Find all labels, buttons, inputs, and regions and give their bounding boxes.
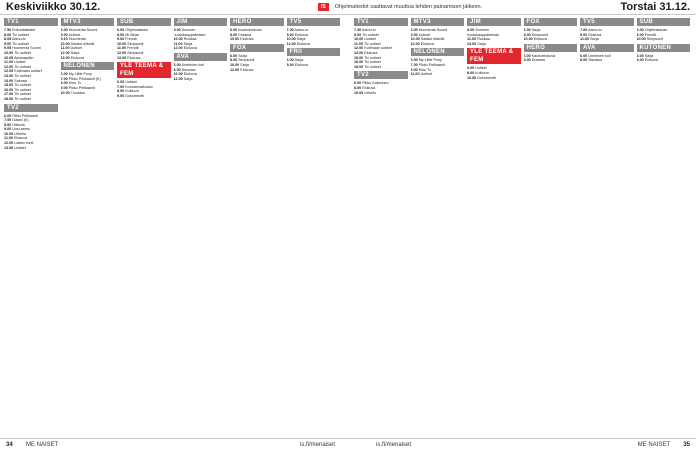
program-time: 10.05 xyxy=(4,55,14,60)
program-time: 12.00 xyxy=(354,46,364,51)
program-title: Kauhuelokuva xyxy=(531,53,556,58)
program-time: 14.00 xyxy=(4,78,14,83)
program-time: 12.00 xyxy=(60,50,70,55)
channel-heading: MTV3 xyxy=(411,18,465,26)
program-time: 9.00 xyxy=(173,28,181,32)
website-left: is.fi/menaiset xyxy=(300,442,336,448)
program-title: Simpsonit xyxy=(646,37,663,42)
program-time: 8.00 xyxy=(117,89,125,94)
program-title: Kino Tv xyxy=(68,81,82,86)
program-entry xyxy=(524,58,578,63)
program-entry xyxy=(411,72,465,77)
program-time: 12.00 xyxy=(117,50,127,55)
program-time: 18.00 xyxy=(4,96,14,101)
program-title: Salatut elämät xyxy=(70,41,95,46)
program-time: 7.30 xyxy=(354,28,362,32)
program-entry xyxy=(230,37,284,42)
program-time: 11.00 xyxy=(467,37,477,42)
program-time: 6.00 xyxy=(523,28,531,32)
program-time: 6.00 xyxy=(636,28,644,32)
program-time: 8.00 xyxy=(636,58,644,63)
program-title: Urheilu xyxy=(364,90,376,95)
channel-heading: FOX xyxy=(524,18,578,26)
page-header xyxy=(0,0,696,15)
program-time: 13.00 xyxy=(4,145,14,150)
program-entry xyxy=(467,42,521,47)
program-time: 7.50 xyxy=(4,28,12,32)
program-time: 8.00 xyxy=(286,32,294,37)
program-title: Sarja xyxy=(238,53,247,58)
header-center xyxy=(318,3,482,11)
program-title: Simpsonit xyxy=(238,58,255,63)
program-entry xyxy=(117,94,171,99)
program-title: Elokuva xyxy=(296,41,310,46)
program-title: Sarja xyxy=(183,76,193,81)
program-title: Tiv uutiset xyxy=(12,32,29,37)
program-time: 6.00 xyxy=(410,58,418,63)
program-time: 8.00 xyxy=(4,122,12,127)
program-title: Elokuva xyxy=(533,37,547,42)
program-time: 8.00 xyxy=(354,85,362,90)
program-title: Dokumentti xyxy=(477,75,496,80)
program-time: 12.00 xyxy=(230,67,240,72)
channel-heading: TV1 xyxy=(354,18,408,26)
program-time: 6.00 xyxy=(230,53,238,58)
program-title: Uutiset xyxy=(364,37,376,42)
program-title: Tiv uutiset xyxy=(14,50,31,55)
program-title: Huomenta Suomi xyxy=(12,46,41,51)
program-entry xyxy=(174,77,228,82)
channel-heading: FRII xyxy=(287,48,341,56)
channel-heading: TV2 xyxy=(354,71,408,79)
program-title: Elokuva xyxy=(362,85,376,90)
program-title: Tiv uutiset xyxy=(14,83,31,88)
program-title: Uutiset xyxy=(125,80,137,85)
listing-column xyxy=(354,16,408,436)
program-title: Pikku Pelikaanit xyxy=(418,62,445,67)
program-time: 9.00 xyxy=(117,93,125,98)
program-title: Saimaa xyxy=(14,78,27,83)
program-title: Simpsonit xyxy=(531,32,548,37)
program-title: Elokuva xyxy=(127,55,141,60)
program-time: 8.00 xyxy=(523,32,531,37)
program-time: 9.00 xyxy=(354,32,362,37)
program-title: Ohjelmatauko xyxy=(125,28,148,32)
program-title: Kulttuuri xyxy=(125,89,139,94)
program-title: Historia xyxy=(12,122,25,127)
program-title: Elokuva xyxy=(70,55,84,60)
channel-heading: SUB xyxy=(637,18,691,26)
channel-heading: HERO xyxy=(230,18,284,26)
program-time: 10.00 xyxy=(60,90,70,95)
program-title: Aamu-tv xyxy=(294,28,309,32)
program-entry xyxy=(524,37,578,42)
program-entry xyxy=(354,91,408,96)
program-title: Unelmien koti xyxy=(181,62,205,67)
program-time: 6.00 xyxy=(60,72,68,77)
program-time: 9.00 xyxy=(60,85,68,90)
program-time: 8.05 xyxy=(4,37,12,42)
program-time: 9.00 xyxy=(410,67,418,72)
program-title: Kotimaan uutiset xyxy=(14,69,42,74)
program-time: 13.00 xyxy=(60,55,70,60)
program-time: 12.00 xyxy=(173,76,183,81)
program-title: Kulttuuri xyxy=(475,70,489,75)
program-time: 9.05 xyxy=(4,46,12,51)
program-time: 6.00 xyxy=(286,58,294,63)
program-title: Kotimaan uutiset xyxy=(364,46,392,51)
channel-heading: HERO xyxy=(524,44,578,52)
program-title: Tiv uutiset xyxy=(14,87,31,92)
program-title: Dokumentti xyxy=(125,93,144,98)
program-time: 9.00 xyxy=(580,32,588,37)
program-time: 8.00 xyxy=(636,32,644,37)
program-time: 12.00 xyxy=(4,64,14,69)
program-time: 10.00 xyxy=(354,90,364,95)
program-time: 6.00 xyxy=(467,66,475,71)
program-title: Elokuva xyxy=(420,41,434,46)
program-title: Sarja xyxy=(531,28,541,32)
program-time: 9.00 xyxy=(4,127,12,132)
program-time: 9.00 xyxy=(467,28,475,32)
program-title: Pikku Pelikaanit (K) xyxy=(68,76,101,81)
listing-column xyxy=(230,16,284,436)
program-title: My Little Pony xyxy=(68,72,92,77)
website-right: is.fi/menaiset xyxy=(376,442,412,448)
listing-column xyxy=(580,16,634,436)
program-time: 10.00 xyxy=(286,37,296,42)
program-title: Mr Bean xyxy=(125,32,140,37)
program-time: 7.00 xyxy=(410,62,418,67)
program-entry xyxy=(174,46,228,51)
program-time: 10.00 xyxy=(523,37,533,42)
program-time: 10.00 xyxy=(4,50,14,55)
program-time: 9.00 xyxy=(4,41,12,46)
program-title: Galaxi (K) xyxy=(12,118,29,123)
channel-heading: JIM xyxy=(174,18,228,26)
program-entry xyxy=(287,42,341,47)
is-logo-badge: IS xyxy=(318,3,329,11)
program-time: 10.00 xyxy=(117,41,127,46)
channel-heading: KUTONEN xyxy=(637,44,691,52)
program-time: 7.00 xyxy=(286,28,294,32)
program-title: Pikku Kakkonen xyxy=(362,81,389,86)
program-time: 10.00 xyxy=(173,72,183,77)
program-time: 11.00 xyxy=(4,60,14,65)
program-title: Tiv uutiset xyxy=(364,41,381,46)
program-title: Aamu-tv xyxy=(588,28,602,32)
listing-column xyxy=(117,16,171,436)
program-time: 6.00 xyxy=(4,113,12,118)
program-title: Elokuva xyxy=(588,32,602,37)
program-time: 10.00 xyxy=(173,37,183,42)
program-time: 8.00 xyxy=(173,67,181,72)
program-title: Uusi aamu xyxy=(12,127,30,132)
channel-heading: AVA xyxy=(580,44,634,52)
page-left xyxy=(0,16,344,436)
program-title: Sarja xyxy=(183,41,193,46)
page-footer xyxy=(0,438,696,451)
program-entry xyxy=(411,42,465,47)
channel-heading: NELONEN xyxy=(61,62,115,70)
program-time: 12.05 xyxy=(4,69,14,74)
program-time: 10.00 xyxy=(60,41,70,46)
program-title: Elokuva xyxy=(294,62,308,67)
program-title: Tuoddus xyxy=(70,90,85,95)
day-title-left: Keskiviikko 30.12. xyxy=(6,1,101,13)
program-title: Uutiset xyxy=(418,32,431,37)
program-time: 9.00 xyxy=(60,32,68,37)
program-time: 9.10 xyxy=(60,37,68,42)
program-title: Suomen huutokauppakeisari xyxy=(467,28,499,37)
listing-column xyxy=(4,16,58,436)
channel-heading: FOX xyxy=(230,44,284,52)
program-time: 10.00 xyxy=(467,75,477,80)
program-title: Sarja xyxy=(240,62,249,67)
program-time: 8.00 xyxy=(580,58,588,63)
program-title: Frendit xyxy=(644,32,657,37)
program-title: Piikki Pelikaanit xyxy=(12,113,38,118)
program-time: 6.00 xyxy=(117,80,125,85)
program-entry xyxy=(580,58,634,63)
program-title: Sisustus xyxy=(588,58,603,63)
program-title: Elokuva xyxy=(294,32,308,37)
program-title: Unelmien koti xyxy=(588,53,611,58)
channel-heading: TV5 xyxy=(287,18,341,26)
program-title: Tiv uutiset xyxy=(364,64,381,69)
program-time: 10.00 xyxy=(230,37,240,42)
program-time: 11.00 xyxy=(117,46,127,51)
listing-column xyxy=(287,16,341,436)
program-time: 7.00 xyxy=(60,76,68,81)
program-title: Sisustus xyxy=(181,67,196,72)
program-time: 8.00 xyxy=(60,81,68,86)
program-entry xyxy=(580,37,634,42)
program-title: My Little Pony xyxy=(418,58,442,63)
program-time: 11.00 xyxy=(60,46,70,51)
day-title-right: Torstai 31.12. xyxy=(620,1,690,13)
program-title: Huomenta Suomi xyxy=(68,28,98,32)
program-time: 6.00 xyxy=(410,28,418,32)
program-title: Sarja xyxy=(294,58,304,63)
program-title: Tiv uutiset xyxy=(364,55,381,60)
program-title: Tiv uutiset xyxy=(362,32,379,37)
channel-heading: TV5 xyxy=(580,18,634,26)
program-title: Elokuva xyxy=(364,50,378,55)
magazine-name-left: ME NAISET xyxy=(26,442,59,448)
listing-column xyxy=(411,16,465,436)
channel-heading: JIM xyxy=(467,18,521,26)
program-time: 7.00 xyxy=(117,84,125,89)
program-title: Tiv uutiset xyxy=(364,60,381,65)
program-time: 11.00 xyxy=(4,136,14,141)
channel-heading: MTV3 xyxy=(61,18,115,26)
listing-column xyxy=(174,16,228,436)
program-entry xyxy=(637,58,691,63)
program-time: 13.00 xyxy=(354,50,364,55)
program-title: Aamusydän xyxy=(14,55,34,60)
channel-heading: NELONEN xyxy=(411,48,465,56)
listing-column xyxy=(524,16,578,436)
program-title: Simpsonit xyxy=(127,41,144,46)
program-time: 16.00 xyxy=(354,60,364,65)
program-title: Ohjelmatauko xyxy=(644,28,668,32)
program-time: 8.00 xyxy=(230,32,238,37)
program-title: Tiv uutiset xyxy=(14,92,31,97)
program-time: 8.00 xyxy=(4,32,12,37)
channel-heading: YLE TEEMA & FEM xyxy=(467,48,521,64)
program-title: Ruokaa xyxy=(183,37,197,42)
program-time: 6.00 xyxy=(636,53,644,58)
program-title: Elokuva xyxy=(183,46,197,51)
page-right xyxy=(350,16,694,436)
program-time: 9.00 xyxy=(117,37,125,42)
program-title: Salatut elämät xyxy=(420,37,445,42)
header-tagline: Ohjelmatiedot saattavat muuttua lehden painamisen jälkeen. xyxy=(334,4,483,10)
program-time: 11.00 xyxy=(173,41,183,46)
program-time: 10.00 xyxy=(4,131,14,136)
channel-heading: TV1 xyxy=(4,18,58,26)
program-time: 15.00 xyxy=(4,83,14,88)
program-title: Tiv uutiset xyxy=(14,96,31,101)
program-title: Ruokaa xyxy=(477,37,490,42)
program-title: Sarja xyxy=(70,50,80,55)
page-number-left: 34 xyxy=(6,442,13,448)
program-title: Uutiset xyxy=(68,32,81,37)
program-title: Huomenta Suomi xyxy=(418,28,448,32)
program-time: 6.00 xyxy=(117,28,125,32)
program-entry xyxy=(467,76,521,81)
program-title: Sarja xyxy=(477,41,486,46)
program-entry xyxy=(637,37,691,42)
page-number-right: 35 xyxy=(683,442,690,448)
program-time: 6.00 xyxy=(354,81,362,86)
channel-heading: YLE TEEMA & FEM xyxy=(117,62,171,78)
program-title: Elokuva xyxy=(183,72,197,77)
program-time: 6.00 xyxy=(580,53,588,58)
program-title: Sarja xyxy=(296,37,306,42)
program-time: 12.00 xyxy=(4,141,14,146)
program-time: 16.00 xyxy=(4,87,14,92)
program-entry xyxy=(230,68,284,73)
program-time: 13.00 xyxy=(4,73,14,78)
program-title: Uutiset xyxy=(14,60,26,65)
program-time: 12.00 xyxy=(410,41,420,46)
program-title: Uutiset xyxy=(420,72,433,77)
program-time: 8.00 xyxy=(230,58,238,63)
channel-heading: AVA xyxy=(174,53,228,61)
listing-column xyxy=(637,16,691,436)
listing-column xyxy=(61,16,115,436)
program-time: 10.00 xyxy=(354,37,364,42)
program-time: 18.00 xyxy=(354,64,364,69)
program-title: Elokuva xyxy=(14,136,28,141)
program-time: 8.00 xyxy=(467,70,475,75)
program-time: 11.00 xyxy=(354,41,364,46)
program-title: Draama xyxy=(238,32,252,37)
program-time: 6.00 xyxy=(523,53,531,58)
program-time: 8.00 xyxy=(286,62,294,67)
program-time: 11.00 xyxy=(410,72,420,77)
program-title: Kunnanvaltuusto xyxy=(125,84,153,89)
program-title: Sarja xyxy=(590,37,599,42)
program-title: Lasten tunti xyxy=(14,141,34,146)
program-title: Aamu-tv xyxy=(362,28,376,32)
program-entry xyxy=(4,97,58,102)
program-title: Kino Tv xyxy=(418,67,432,72)
program-time: 13.00 xyxy=(117,55,127,60)
program-title: Suomen huutokauppakeisari xyxy=(173,28,206,37)
program-time: 10.00 xyxy=(230,62,240,67)
program-time: 9.00 xyxy=(523,58,531,63)
program-title: Elokuva xyxy=(240,37,254,42)
program-title: Draama xyxy=(531,58,545,63)
program-title: Erikoislääkärit xyxy=(12,28,36,32)
program-entry xyxy=(117,56,171,61)
program-entry xyxy=(467,28,521,37)
program-title: Pikku Pelikaanit xyxy=(68,85,95,90)
program-time: 15.00 xyxy=(354,55,364,60)
program-title: Huomenta xyxy=(68,37,86,42)
channel-heading: SUB xyxy=(117,18,171,26)
program-entry xyxy=(287,63,341,68)
program-time: 12.00 xyxy=(173,46,183,51)
program-time: 8.00 xyxy=(117,32,125,37)
program-title: Frendit xyxy=(127,46,139,51)
program-time: 7.00 xyxy=(4,118,12,123)
program-time: 11.00 xyxy=(580,37,590,42)
program-title: Elokuva xyxy=(240,67,254,72)
magazine-name-right: ME NAISET xyxy=(637,442,670,448)
program-title: Tiv uutiset xyxy=(12,41,29,46)
program-title: Sarja xyxy=(644,53,654,58)
channel-heading: TV2 xyxy=(4,104,58,112)
program-title: Simpsonit xyxy=(127,50,144,55)
program-title: Uutiset xyxy=(475,66,487,71)
program-time: 17.00 xyxy=(4,92,14,97)
program-time: 7.00 xyxy=(580,28,588,32)
program-entry xyxy=(61,56,115,61)
program-title: Elokuva xyxy=(644,58,658,63)
program-time: 6.00 xyxy=(60,28,68,32)
program-time: 10.00 xyxy=(636,37,646,42)
program-title: Tiv uutiset xyxy=(14,73,31,78)
program-time: 12.00 xyxy=(286,41,296,46)
program-time: 10.00 xyxy=(410,37,420,42)
program-time: 9.00 xyxy=(410,32,418,37)
program-entry xyxy=(354,65,408,70)
program-title: Kauhuelokuva xyxy=(238,28,262,32)
program-title: Frendit xyxy=(125,37,137,42)
program-title: Uutiset xyxy=(70,46,83,51)
program-title: Uutiset xyxy=(14,145,26,150)
program-title: Aamu-tv xyxy=(12,37,26,42)
listing-column xyxy=(467,16,521,436)
program-entry xyxy=(174,28,228,37)
program-time: 6.00 xyxy=(230,28,238,32)
program-time: 6.00 xyxy=(173,62,181,67)
program-time: 13.00 xyxy=(467,41,477,46)
program-title: Tiv uutiset xyxy=(14,64,31,69)
program-entry xyxy=(61,91,115,96)
program-entry xyxy=(4,146,58,151)
program-title: Urheilu xyxy=(14,131,26,136)
